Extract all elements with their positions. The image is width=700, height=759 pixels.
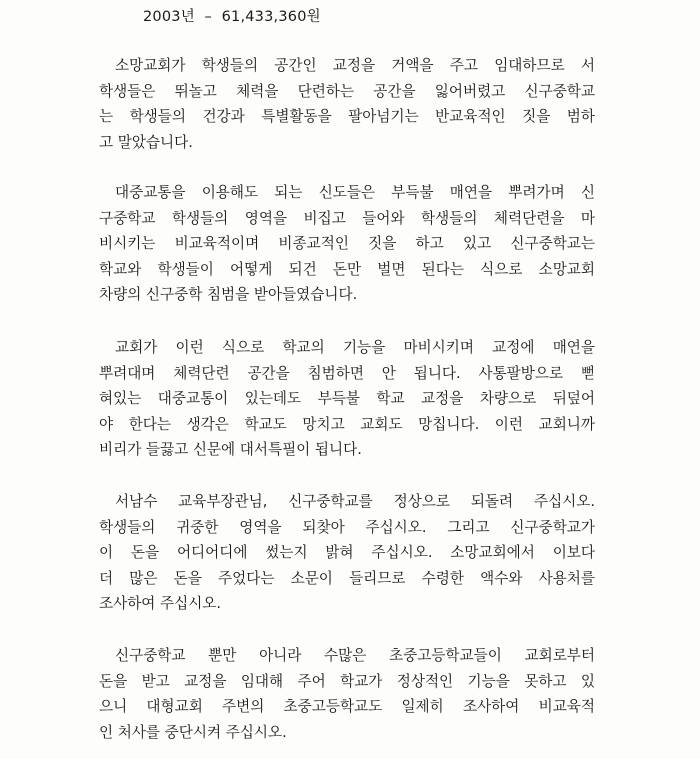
paragraph-line: 야 한다는 생각은 학교도 망치고 교회도 망칩니다. 이런 교회니까 — [99, 415, 595, 433]
paragraph-line: 학생들의 귀중한 영역을 되찾아 주십시오. 그리고 신구중학교가 — [99, 518, 595, 536]
paragraph-4 — [99, 489, 595, 617]
paragraph-line: 돈을 받고 교정을 임대해 주어 학교가 정상적인 기능을 못하고 있 — [99, 672, 595, 690]
paragraph-line: 교회가 이런 식으로 학교의 기능을 마비시키며 교정에 매연을 — [115, 339, 595, 356]
paragraph-line: 이 돈을 어디어디에 썼는지 밝혀 주십시오. 소망교회에서 이보다 — [99, 544, 595, 561]
paragraph-2 — [99, 180, 595, 308]
paragraph-line: 소망교회가 학생들의 공간인 교정을 거액을 주고 임대하므로 서 — [115, 57, 595, 74]
paragraph-line: 더 많은 돈을 주었다는 소문이 들리므로 수령한 액수와 사용처를 — [99, 569, 595, 587]
paragraph-line: 비시키는 비교육적이며 비종교적인 짓을 하고 있고 신구중학교는 — [99, 235, 595, 252]
paragraph-line: 대중교통을 이용해도 되는 신도들은 부득불 매연을 뿌려가며 신 — [115, 184, 595, 201]
paragraph-5 — [99, 643, 595, 745]
paragraph-line: 으니 대형교회 주변의 초중고등학교도 일제히 조사하여 비교육적 — [99, 698, 595, 715]
paragraph-line: 뿌려대며 체력단련 공간을 침범하면 안 됩니다. 사통팔방으로 뻗 — [99, 364, 595, 382]
paragraph-line: 혀있는 대중교통이 있는데도 부득불 학교 교정을 차량으로 뒤덮어 — [99, 390, 595, 407]
paragraph-line: 고 말았습니다. — [99, 133, 193, 151]
paragraph-line: 서남수 교육부장관님, 신구중학교를 정상으로 되돌려 주십시오. — [115, 493, 595, 510]
paragraph-line: 차량의 신구중학 침범을 받아들였습니다. — [99, 286, 358, 303]
paragraph-3 — [99, 335, 595, 463]
paragraph-line: 조사하여 주십시오. — [99, 595, 222, 612]
paragraph-line: 는 학생들의 건강과 특별활동을 팔아넘기는 반교육적인 짓을 범하 — [99, 108, 595, 125]
paragraph-1 — [99, 53, 595, 155]
paragraph-line: 학교와 학생들이 어떻게 되건 돈만 벌면 된다는 식으로 소망교회 — [99, 260, 595, 278]
paragraph-line: 학생들은 뛰놀고 체력을 단련하는 공간을 잃어버렸고 신구중학교 — [99, 82, 595, 100]
year-amount-heading: 2003년 – 61,433,360원 — [143, 9, 321, 25]
paragraph-line: 구중학교 학생들의 영역을 비집고 들어와 학생들의 체력단련을 마 — [99, 209, 595, 227]
paragraph-line: 인 처사를 중단시켜 주십시오. — [99, 723, 287, 741]
paragraph-line: 비리가 들끓고 신문에 대서특필이 됩니다. — [99, 441, 362, 458]
paragraph-line: 신구중학교 뿐만 아니라 수많은 초중고등학교들이 교회로부터 — [115, 647, 595, 664]
